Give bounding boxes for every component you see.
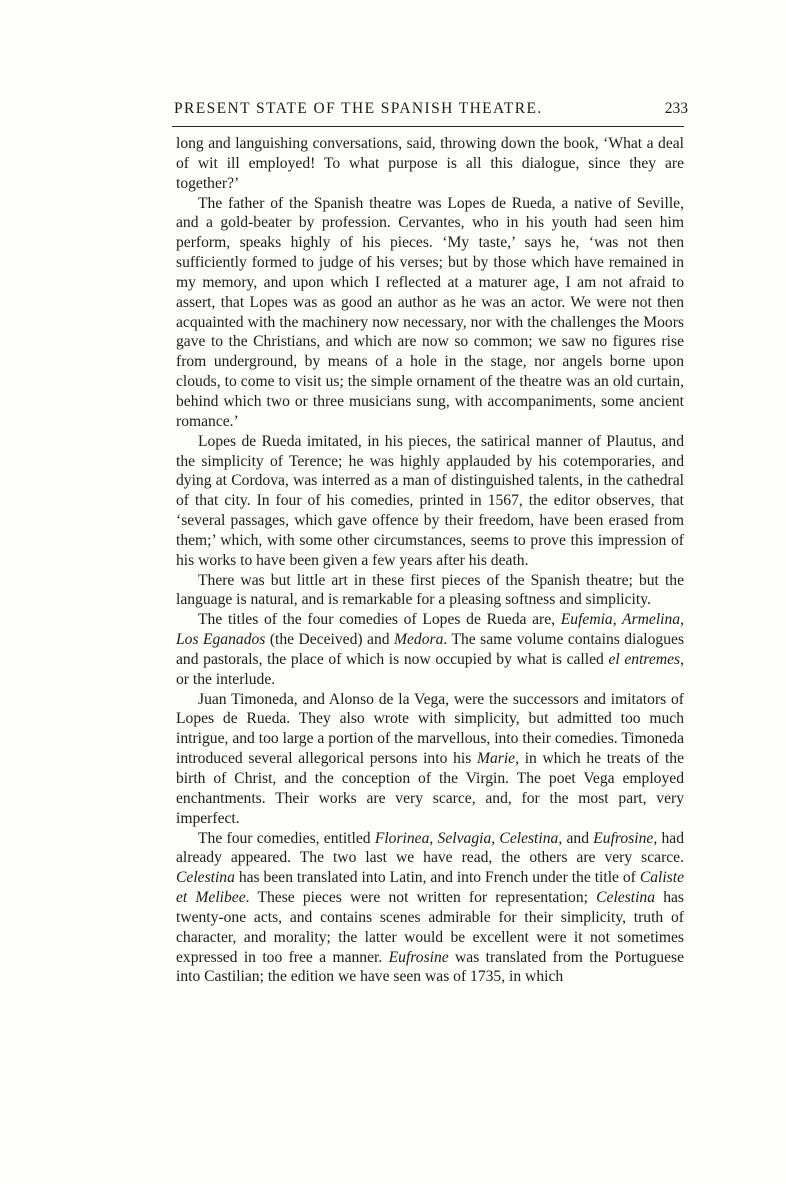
- paragraph: [176, 134, 684, 194]
- italic-text: Eufemia, Armelina, Los Eganados: [176, 611, 684, 649]
- text-run: , had already appeared. The two last we have read, the others are very scarce.: [176, 829, 685, 867]
- text-run: The four comedies, entitled: [198, 829, 375, 847]
- running-head: [168, 100, 688, 120]
- text-run: long and languishing conversations, said, throwing down the book, ‘What a deal of wit ill employed! To what purpose is all this dialogue, since they are together?’: [176, 135, 684, 192]
- text-run: was translated from the Portuguese into Castilian; the edition we have seen was of 1735, in which: [176, 948, 684, 986]
- page-number: 233: [664, 100, 688, 117]
- text-run: has been translated into Latin, and into French under the title of: [234, 869, 640, 887]
- paragraph: [176, 690, 684, 829]
- text-run: The titles of the four comedies of Lopes de Rueda are,: [198, 611, 561, 629]
- italic-text: el entremes: [608, 650, 681, 668]
- text-run: . These pieces were not written for representation;: [245, 889, 597, 907]
- text-run: There was but little art in these first pieces of the Spanish theatre; but the language is natural, and is remarkable for a pleasing softness and simplicity.: [176, 571, 684, 609]
- text-run: The father of the Spanish theatre was Lopes de Rueda, a native of Seville, and a gold-beater by profession. Cervantes, who in his youth had seen him perform, speaks highly of his pieces. ‘My taste,’ says he, ‘was not then sufficiently formed to judge of his verses; but by those which have remained in my memory, and upon which I reflected at a maturer age, I am not afraid to assert, that Lopes was as good an author as he was an actor. We were not then acquainted with the machinery now necessary, nor with the challenges the Moors gave to the Christians, and which are now so common; we saw no figures rise from underground, by means of a hole in the stage, nor angels borne upon clouds, to come to visit us; the simple ornament of the theatre was an old curtain, behind which two or three musicians sung, with accompaniments, some ancient romance.’: [176, 194, 684, 430]
- text-run: Lopes de Rueda imitated, in his pieces, the satirical manner of Plautus, and the simplicity of Terence; he was highly applauded by his cotemporaries, and dying at Cordova, was interred as a man of distinguished talents, in the cathedral of that city. In four of his comedies, printed in 1567, the editor observes, that ‘several passages, which gave offence by their freedom, have been erased from them;’ which, with some other circumstances, seems to prove this impression of his works to have been given a few years after his death.: [176, 432, 684, 569]
- header-rule: [172, 126, 684, 127]
- paragraph: [176, 432, 684, 571]
- text-run: (the Deceived) and: [265, 631, 394, 649]
- text-run: has twenty-one acts, and contains scenes admirable for their simplicity, truth of character, and morality; the latter would be excellent were it not sometimes expressed in too free a manner.: [176, 889, 684, 966]
- text-run: and: [562, 829, 594, 847]
- italic-text: Eufrosine: [593, 829, 654, 847]
- italic-text: Caliste et Melibee: [176, 869, 684, 907]
- paragraph: [176, 194, 684, 432]
- paragraph: [176, 571, 684, 611]
- italic-text: Eufrosine: [388, 948, 449, 966]
- text-run: , in which he treats of the birth of Christ, and the conception of the Virgin. The poet Vega employed enchantments. Their works are very scarce, and, for the most part, very imperfect.: [176, 750, 684, 827]
- paragraph: [176, 829, 684, 988]
- italic-text: Florinea, Selvagia, Celestina,: [374, 829, 563, 847]
- body-text: [176, 134, 684, 987]
- italic-text: Celestina: [596, 889, 656, 907]
- italic-text: Celestina: [176, 869, 235, 887]
- text-run: . The same volume contains dialogues and pastorals, the place of which is now occupied by what is called: [176, 631, 685, 668]
- text-run: , or the interlude.: [176, 650, 684, 688]
- italic-text: Medora: [394, 631, 444, 649]
- italic-text: Marie: [476, 750, 516, 768]
- paragraph: [176, 610, 684, 689]
- text-run: Juan Timoneda, and Alonso de la Vega, were the successors and imitators of Lopes de Rueda. They also wrote with simplicity, but admitted too much intrigue, and too large a portion of the marvellous, into their comedies. Timoneda introduced several allegorical persons into his: [176, 690, 684, 768]
- running-title: PRESENT STATE OF THE SPANISH THEATRE.: [174, 100, 543, 117]
